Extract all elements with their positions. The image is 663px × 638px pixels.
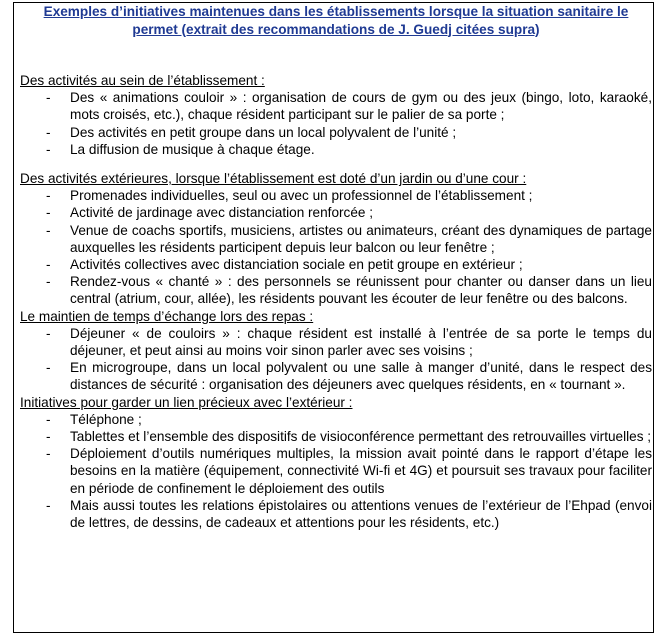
list-item: - Des « animations couloir » : organisation de cours de gym ou des jeux (bingo, loto, karaoké, mots croisés, etc.), chaque résident participant sur le palier de sa porte ; <box>46 90 652 123</box>
list-item: - Rendez-vous « chanté » : des personnels se réunissent pour chanter ou danser dans un lieu central (atrium, cour, allée), les résidents pouvant les écouter de leur fenêtre ou des balcons. <box>46 274 652 307</box>
bullet-dash: - <box>46 141 51 157</box>
list-item: - La diffusion de musique à chaque étage. <box>46 141 315 157</box>
section-internal <box>20 72 652 158</box>
bullet-dash: - <box>46 205 51 221</box>
bullet-dash: - <box>46 411 51 427</box>
section-heading: Des activités au sein de l’établissement : <box>20 73 265 88</box>
document-body <box>20 3 652 531</box>
section-heading: Des activités extérieures, lorsque l’établissement est doté d’un jardin ou d’une cour : <box>20 171 527 187</box>
bullet-dash: - <box>46 497 51 513</box>
bullet-dash: - <box>46 222 51 238</box>
list-item: - Mais aussi toutes les relations épistolaires ou attentions venues de l’extérieur de l’Ehpad (envoi de lettres, de dessins, de cadeaux et attentions pour les résidents, etc.) <box>46 497 652 531</box>
list-item: - Téléphone ; <box>46 411 142 427</box>
section-heading: Initiatives pour garder un lien précieux avec l’extérieur : <box>20 394 353 410</box>
list-item: - Déjeuner « de couloirs » : chaque résident est installé à l’entrée de sa porte le temps du déjeuner, et peut ainsi au moins voir sinon parler avec ses voisins ; <box>46 325 652 359</box>
list-item: - Activités collectives avec distanciation sociale en petit groupe en extérieur ; <box>46 257 523 273</box>
bullet-dash: - <box>46 90 51 106</box>
section-meals <box>20 308 652 394</box>
list-item: - En microgroupe, dans un local polyvalent ou une salle à manger d’unité, dans le respect des distances de sécurité : organisation des déjeuners avec quelques résidents, en « tournant ». <box>46 360 652 393</box>
bullet-dash: - <box>46 360 51 376</box>
bullet-dash: - <box>46 257 51 273</box>
list-item: - Activité de jardinage avec distanciation renforcée ; <box>46 205 374 221</box>
bullet-dash: - <box>46 124 51 140</box>
section-external <box>20 170 652 308</box>
list-item: - Venue de coachs sportifs, musiciens, artistes ou animateurs, créant des dynamiques de partage auxquelles les résidents participent depuis leur balcon ou leur fenêtre ; <box>46 222 652 255</box>
list-item: - Tablettes et l’ensemble des dispositifs de visioconférence permettant des retrouvailles virtuelles ; <box>46 429 652 445</box>
bullet-dash: - <box>46 274 51 290</box>
list-item: - Promenades individuelles, seul ou avec un professionnel de l’établissement ; <box>46 188 533 204</box>
section-heading: Le maintien de temps d’échange lors des repas : <box>20 308 314 324</box>
bullet-dash: - <box>46 188 51 204</box>
bullet-dash: - <box>46 429 51 445</box>
page-title: Exemples d’initiatives maintenues dans les établissements lorsque la situation sanitaire le permet (extrait des recommandations de J. Guedj citées supra) <box>43 4 629 37</box>
bullet-dash: - <box>46 325 51 341</box>
section-outside-link <box>20 394 652 532</box>
bullet-dash: - <box>46 446 51 462</box>
list-item: - Déploiement d’outils numériques multiples, la mission avait pointé dans le rapport d’étape les besoins en la matière (équipement, connectivité Wi-fi et 4G) et poursuit ses travaux pour faciliter en période de confinement le déploiement des outils <box>46 446 652 496</box>
list-item: - Des activités en petit groupe dans un local polyvalent de l’unité ; <box>46 124 457 140</box>
